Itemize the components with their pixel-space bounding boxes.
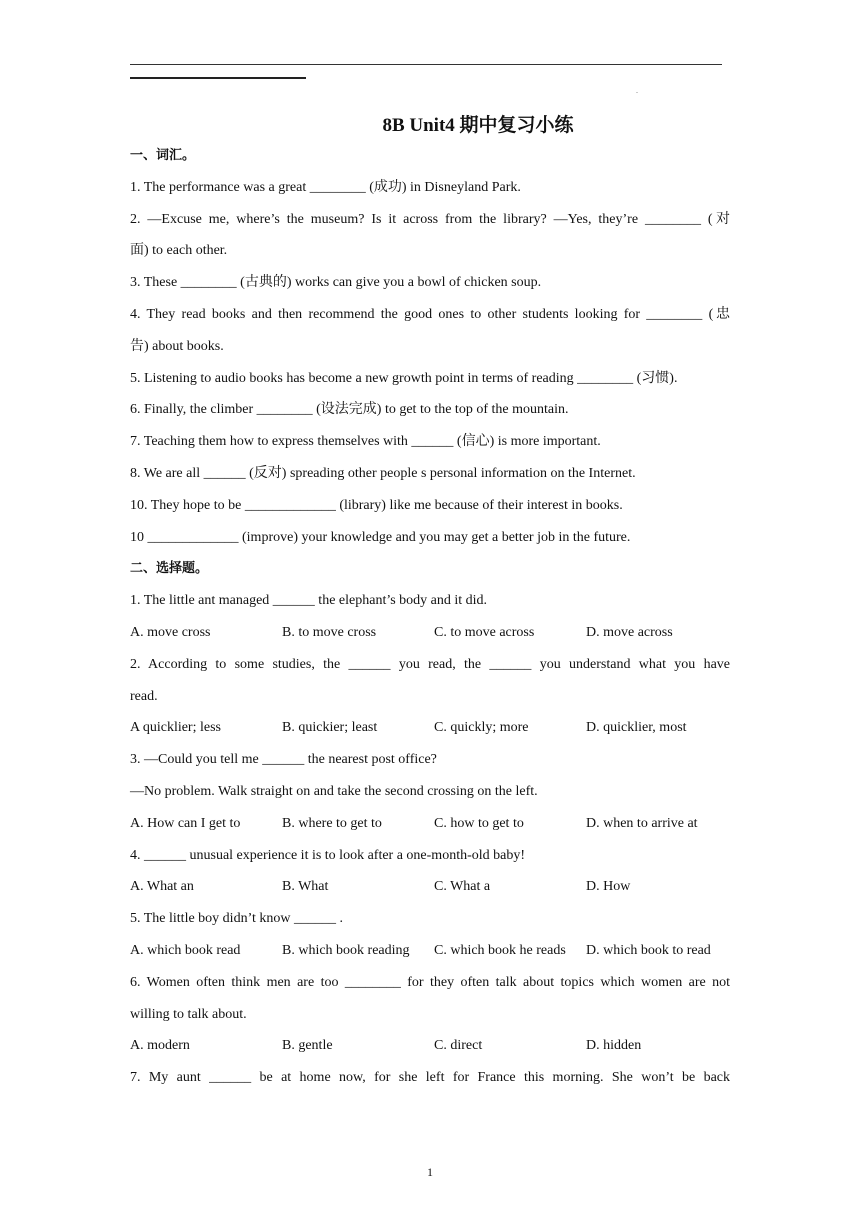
vocab-line: 10 _____________ (improve) your knowledge and you may get a better job in the future. — [130, 529, 631, 545]
option-c: C. quickly; more — [434, 720, 529, 736]
question-stem: 7. My aunt ______ be at home now, for she left for France this morning. She won’t be back — [130, 1070, 730, 1086]
options-row — [130, 1030, 730, 1062]
option-a: A. What an — [130, 879, 194, 895]
option-a: A quicklier; less — [130, 720, 221, 736]
option-d: D. How — [586, 879, 631, 895]
vocab-line: 6. Finally, the climber ________ (设法完成) to get to the top of the mountain. — [130, 402, 569, 418]
section-heading-choice: 二、选择题。 — [130, 561, 209, 577]
vocab-line: 7. Teaching them how to express themselves with ______ (信心) is more important. — [130, 434, 601, 450]
question-stem-cont: ―No problem. Walk straight on and take the second crossing on the left. — [130, 783, 538, 799]
option-b: B. where to get to — [282, 815, 382, 831]
option-a: A. which book read — [130, 942, 241, 958]
vocab-line: 10. They hope to be _____________ (library) like me because of their interest in books. — [130, 497, 623, 513]
option-b: B. quickier; least — [282, 720, 378, 736]
option-b: B. to move cross — [282, 624, 377, 640]
option-a: A. move cross — [130, 624, 211, 640]
question-stem: 1. The little ant managed ______ the elephant’s body and it did. — [130, 593, 488, 609]
header-rule — [130, 64, 722, 65]
option-c: C. how to get to — [434, 815, 524, 831]
header-dot: . — [636, 86, 638, 95]
options-row — [130, 712, 730, 744]
header-rule-short — [130, 77, 306, 79]
option-c: C. What a — [434, 879, 491, 895]
question-stem: 6. Women often think men are too ________ for they often talk about topics which women are not — [130, 974, 730, 990]
option-d: D. move across — [586, 624, 673, 640]
vocab-line: 5. Listening to audio books has become a new growth point in terms of reading ________ (习惯). — [130, 370, 678, 386]
option-b: B. gentle — [282, 1038, 333, 1054]
vocab-line: 3. These ________ (古典的) works can give you a bowl of chicken soup. — [130, 275, 542, 291]
options-row — [130, 808, 730, 840]
question-stem: 3. ―Could you tell me ______ the nearest post office? — [130, 752, 437, 768]
option-a: A. modern — [130, 1038, 190, 1054]
question-stem-cont: read. — [130, 688, 158, 704]
options-row — [130, 935, 730, 967]
vocab-line: 告) about books. — [130, 338, 224, 354]
question-stem-cont: willing to talk about. — [130, 1006, 247, 1022]
worksheet-content — [130, 140, 730, 1094]
option-a: A. How can I get to — [130, 815, 241, 831]
vocab-line: 8. We are all ______ (反对) spreading other people s personal information on the Internet. — [130, 465, 636, 481]
vocab-line: 2. ―Excuse me, where’s the museum? Is it across from the library? ―Yes, they’re ________ (对 — [130, 211, 730, 227]
page-number: 1 — [427, 1165, 433, 1179]
options-row — [130, 871, 730, 903]
option-c: C. to move across — [434, 624, 535, 640]
vocab-line: 面) to each other. — [130, 243, 228, 259]
option-d: D. quicklier, most — [586, 720, 687, 736]
option-b: B. which book reading — [282, 942, 410, 958]
section-heading-vocabulary: 一、词汇。 — [130, 148, 196, 163]
option-d: D. hidden — [586, 1038, 642, 1054]
question-stem: 5. The little boy didn’t know ______ . — [130, 911, 343, 927]
options-row — [130, 617, 730, 649]
vocab-line: 1. The performance was a great ________ (成功) in Disneyland Park. — [130, 179, 521, 195]
vocab-line: 4. They read books and then recommend the good ones to other students looking for ________ (忠 — [130, 306, 730, 322]
page-title: 8B Unit4 期中复习小练 — [382, 115, 574, 136]
option-c: C. which book he reads — [434, 942, 566, 958]
question-stem: 2. According to some studies, the ______ you read, the ______ you understand what you have — [130, 656, 730, 672]
question-stem: 4. ______ unusual experience it is to look after a one-month-old baby! — [130, 847, 526, 863]
option-d: D. when to arrive at — [586, 815, 698, 831]
option-b: B. What — [282, 879, 329, 895]
option-c: C. direct — [434, 1038, 483, 1054]
option-d: D. which book to read — [586, 942, 711, 958]
